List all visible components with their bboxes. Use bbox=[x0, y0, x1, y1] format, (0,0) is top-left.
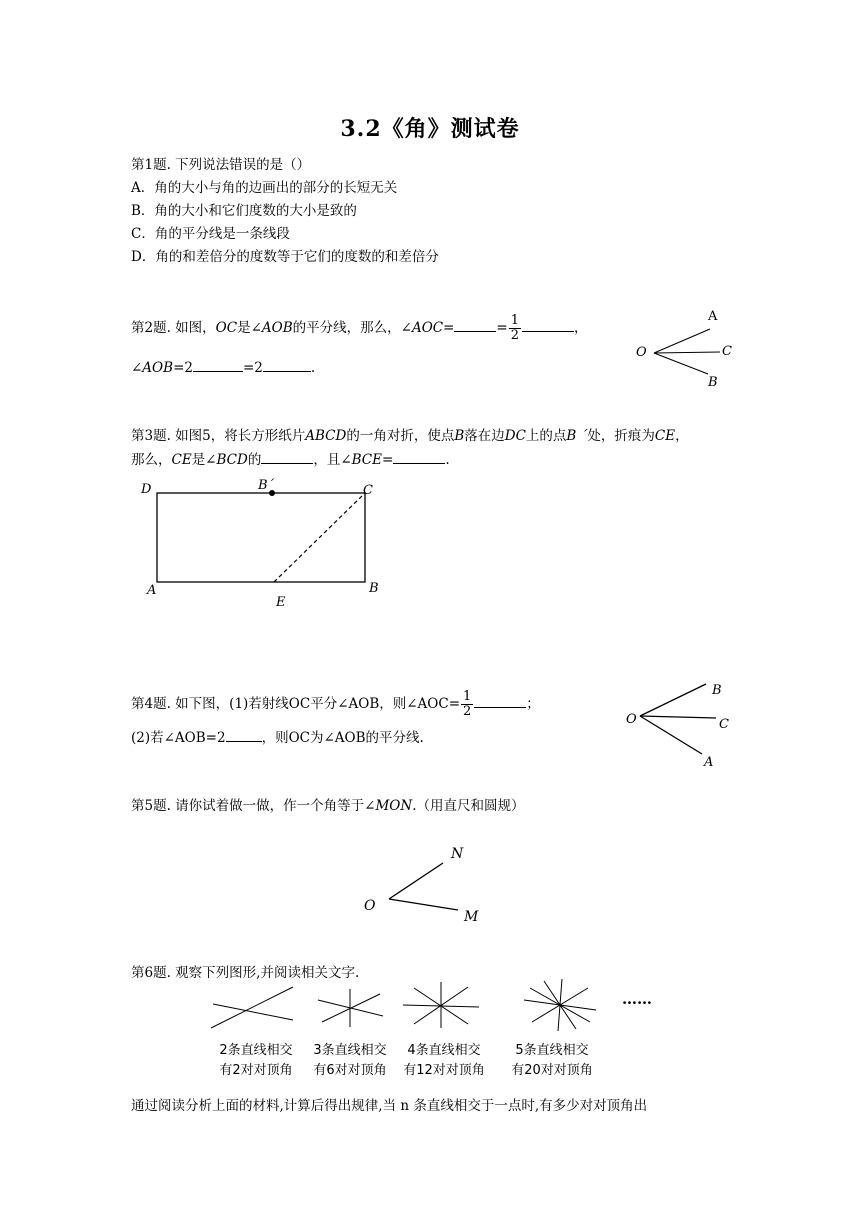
q4-line2-b: ，则OC为∠AOB的平分线. bbox=[261, 730, 424, 746]
q2-mid2: 的平分线，那么，∠ bbox=[292, 320, 412, 336]
q6-caption-4-lines bbox=[396, 1041, 492, 1081]
q1-option-a: A．角的大小与角的边画出的部分的长短无关 bbox=[131, 180, 398, 196]
q6-caption-4-l1: 4条直线相交 bbox=[407, 1043, 481, 1058]
q5-line1-a: 第5题. 请你试着做一做，作一个角等于∠ bbox=[131, 798, 376, 814]
q3-label-e: E bbox=[276, 595, 286, 610]
q1-option-b: B．角的大小和它们度数的大小是致的 bbox=[131, 203, 357, 219]
q2-frac-den: 2 bbox=[510, 328, 520, 343]
q5-label-o: O bbox=[364, 898, 376, 914]
q3-line2-d: ，且∠ bbox=[313, 452, 352, 468]
q2-prefix: 第2题. 如图， bbox=[131, 320, 216, 336]
q2-oc: OC bbox=[215, 320, 238, 336]
q3-label-d: D bbox=[141, 482, 152, 497]
q1-stem: 第1题. 下列说法错误的是（） bbox=[131, 157, 311, 173]
q2-label-c: C bbox=[722, 344, 732, 359]
q6-line1: 第6题. 观察下列图形,并阅读相关文字. bbox=[131, 965, 360, 981]
q4-label-a: A bbox=[704, 755, 714, 770]
q3-line2-b: 是∠ bbox=[191, 452, 217, 468]
q5-label-m: M bbox=[464, 909, 479, 925]
q2-eq2: = bbox=[496, 320, 508, 336]
q5-label-n: N bbox=[451, 846, 464, 862]
q4-label-b: B bbox=[712, 683, 722, 698]
q3-abcd: ABCD bbox=[305, 428, 347, 444]
q3-label-c: C bbox=[363, 483, 373, 498]
q3-mid1: 的一角对折，使点 bbox=[346, 428, 455, 444]
q2-frac-num: 1 bbox=[510, 313, 520, 328]
q3-mid4: 处，折痕为 bbox=[587, 428, 655, 444]
q3-end1: ， bbox=[675, 428, 689, 444]
q3-line1-text: 第3题. 如图5，将长方形纸片 bbox=[131, 428, 306, 444]
q2-aob: AOB bbox=[261, 320, 293, 336]
q3-line2-end: . bbox=[445, 452, 450, 468]
q5-mon: MON bbox=[375, 798, 413, 814]
q4-frac-den: 2 bbox=[463, 704, 472, 719]
q6-caption-2-l2: 有2对对顶角 bbox=[219, 1063, 293, 1078]
q3-bprime: B ´ bbox=[566, 428, 588, 444]
q4-line2-a: (2)若∠AOB=2 bbox=[131, 730, 226, 746]
q6-caption-3-lines bbox=[304, 1041, 396, 1081]
q1-option-c: C．角的平分线是一条线段 bbox=[131, 226, 290, 242]
q2-line2-aob: ∠AOB bbox=[131, 360, 174, 376]
q3-label-bprime: B´ bbox=[258, 478, 275, 493]
q6-caption-3-l1: 3条直线相交 bbox=[313, 1043, 387, 1058]
q3-line2-e: = bbox=[382, 452, 394, 468]
page-title: 3.2《角》测试卷 bbox=[340, 116, 520, 142]
q3-label-a: A bbox=[147, 583, 157, 598]
q3-dc: DC bbox=[504, 428, 526, 444]
q1-option-d: D．角的和差倍分的度数等于它们的度数的和差倍分 bbox=[131, 249, 439, 265]
q3-mid3: 上的点 bbox=[525, 428, 567, 444]
q2-label-a: A bbox=[708, 309, 718, 324]
q6-caption-4-l2: 有12对对顶角 bbox=[403, 1063, 485, 1078]
q2-eq: = bbox=[443, 320, 455, 336]
q6-caption-5-lines bbox=[504, 1041, 600, 1081]
q4-label-o: O bbox=[626, 712, 637, 727]
q2-aoc: AOC bbox=[411, 320, 444, 336]
q6-bottom-text: 通过阅读分析上面的材料,计算后得出规律,当 n 条直线相交于一点时,有多少对对顶角出 bbox=[131, 1098, 648, 1114]
q2-comma: ， bbox=[574, 320, 588, 336]
q3-b: B bbox=[454, 428, 465, 444]
q3-mid2: 落在边 bbox=[464, 428, 505, 444]
q6-caption-2-l1: 2条直线相交 bbox=[219, 1043, 293, 1058]
q2-mid: 是∠ bbox=[237, 320, 262, 336]
q4-frac-num: 1 bbox=[463, 689, 472, 704]
q3-line2-ce: CE bbox=[171, 452, 192, 468]
q3-ce: CE bbox=[654, 428, 676, 444]
q4-label-c: C bbox=[719, 717, 729, 732]
q2-label-b: B bbox=[708, 375, 718, 390]
q6-caption-5-l2: 有20对对顶角 bbox=[511, 1063, 593, 1078]
q2-line2-a: =2 bbox=[173, 360, 193, 376]
q4-semi: ； bbox=[526, 696, 540, 712]
q3-line2-bce: BCE bbox=[351, 452, 382, 468]
q3-line2-bcd: BCD bbox=[216, 452, 248, 468]
q4-line1-text: 第4题. 如下图，(1)若射线OC平分∠AOB，则∠AOC= bbox=[131, 696, 461, 712]
q6-caption-5-l1: 5条直线相交 bbox=[515, 1043, 589, 1058]
q3-line2-a: 那么， bbox=[131, 452, 172, 468]
q6-caption-3-l2: 有6对对顶角 bbox=[313, 1063, 387, 1078]
q5-line1-b: .（用直尺和圆规） bbox=[412, 798, 525, 814]
q2-label-o: O bbox=[636, 345, 647, 360]
q3-label-b: B bbox=[369, 581, 379, 596]
q2-line2-end: . bbox=[310, 360, 316, 376]
q6-caption-2-lines bbox=[211, 1041, 301, 1081]
q2-line2-b: =2 bbox=[242, 360, 263, 376]
q6-ellipsis: …… bbox=[622, 990, 652, 1008]
q3-line2-c: 的 bbox=[247, 452, 262, 468]
